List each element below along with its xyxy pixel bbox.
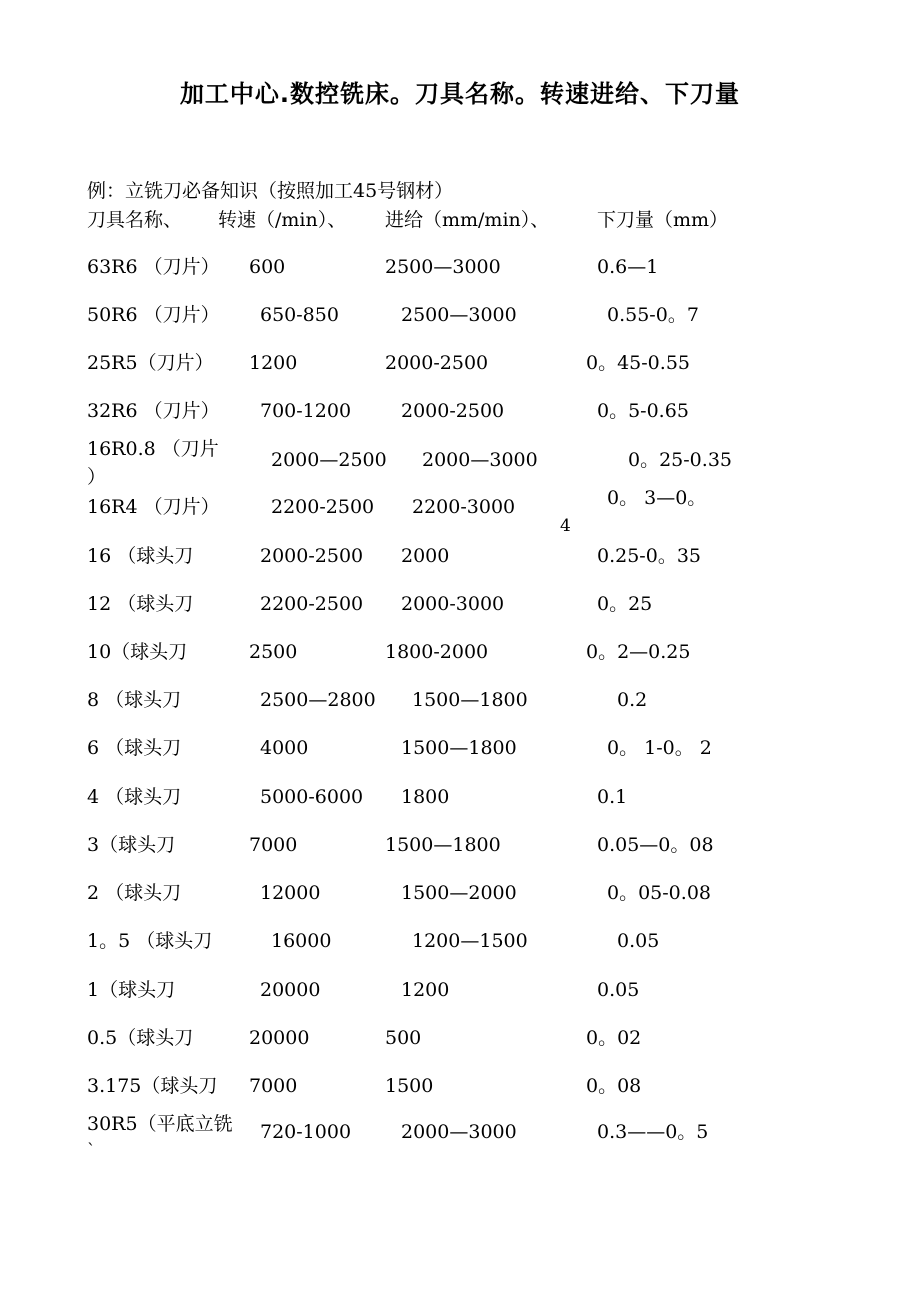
row-9-depth: 0.2 xyxy=(617,689,648,711)
row-3-speed: 700-1200 xyxy=(260,400,352,422)
row-1-name: 50R6 （刀片） xyxy=(87,304,220,326)
row-18-name-cont: ` xyxy=(87,1141,96,1161)
row-8-speed: 2500 xyxy=(249,641,298,663)
row-17-name: 3.175（球头刀 xyxy=(87,1075,218,1097)
row-1-depth: 0.55-0。7 xyxy=(607,304,699,326)
row-8-depth: 0。2—0.25 xyxy=(586,641,691,663)
row-0-name: 63R6 （刀片） xyxy=(87,256,220,278)
row-16-name: 0.5（球头刀 xyxy=(87,1027,194,1049)
intro-text: 例：立铣刀必备知识（按照加工45号钢材） xyxy=(87,180,454,202)
row-16-feed: 500 xyxy=(385,1027,422,1049)
row-18-feed: 2000—3000 xyxy=(401,1121,517,1143)
header-speed: 转速（/min）、 xyxy=(218,209,347,231)
row-11-name: 4 （球头刀 xyxy=(87,786,182,808)
row-15-depth: 0.05 xyxy=(597,979,640,1001)
row-13-depth: 0。05-0.08 xyxy=(607,882,711,904)
row-11-feed: 1800 xyxy=(401,786,450,808)
row-7-name: 12 （球头刀 xyxy=(87,593,194,615)
row-17-depth: 0。08 xyxy=(586,1075,642,1097)
row-5-speed: 2200-2500 xyxy=(271,496,375,518)
row-4-depth: 0。25-0.35 xyxy=(628,449,732,471)
row-15-feed: 1200 xyxy=(401,979,450,1001)
row-10-depth: 0。 1-0。 2 xyxy=(607,737,712,759)
row-10-feed: 1500—1800 xyxy=(401,737,517,759)
row-4-name: 16R0.8 （刀片 xyxy=(87,438,219,460)
row-14-feed: 1200—1500 xyxy=(412,930,528,952)
row-13-speed: 12000 xyxy=(260,882,321,904)
row-7-feed: 2000-3000 xyxy=(401,593,505,615)
row-12-depth: 0.05—0。08 xyxy=(597,834,714,856)
row-8-name: 10（球头刀 xyxy=(87,641,188,663)
row-2-name: 25R5（刀片） xyxy=(87,352,214,374)
row-12-feed: 1500—1800 xyxy=(385,834,501,856)
row-17-feed: 1500 xyxy=(385,1075,434,1097)
row-14-depth: 0.05 xyxy=(617,930,660,952)
row-2-depth: 0。45-0.55 xyxy=(586,352,690,374)
row-9-feed: 1500—1800 xyxy=(412,689,528,711)
row-18-depth: 0.3——0。5 xyxy=(597,1121,709,1143)
row-10-speed: 4000 xyxy=(260,737,309,759)
row-1-feed: 2500—3000 xyxy=(401,304,517,326)
row-4-feed: 2000—3000 xyxy=(422,449,538,471)
row-11-speed: 5000-6000 xyxy=(260,786,364,808)
row-6-feed: 2000 xyxy=(401,545,450,567)
row-2-speed: 1200 xyxy=(249,352,298,374)
row-5-depth-cont: 4 xyxy=(560,516,571,536)
header-name: 刀具名称、 xyxy=(87,209,183,231)
row-7-depth: 0。25 xyxy=(597,593,653,615)
row-18-speed: 720-1000 xyxy=(260,1121,352,1143)
row-8-feed: 1800-2000 xyxy=(385,641,489,663)
row-2-feed: 2000-2500 xyxy=(385,352,489,374)
page-title: 加工中心.数控铣床。刀具名称。转速进给、下刀量 xyxy=(179,80,741,108)
row-16-depth: 0。02 xyxy=(586,1027,642,1049)
row-3-name: 32R6 （刀片） xyxy=(87,400,220,422)
row-18-name: 30R5（平底立铣 xyxy=(87,1113,233,1135)
row-5-name: 16R4 （刀片） xyxy=(87,496,220,518)
row-15-speed: 20000 xyxy=(260,979,321,1001)
row-0-speed: 600 xyxy=(249,256,286,278)
row-16-speed: 20000 xyxy=(249,1027,310,1049)
row-5-feed: 2200-3000 xyxy=(412,496,516,518)
row-7-speed: 2200-2500 xyxy=(260,593,364,615)
row-12-speed: 7000 xyxy=(249,834,298,856)
row-14-name: 1。5 （球头刀 xyxy=(87,930,213,952)
row-0-feed: 2500—3000 xyxy=(385,256,501,278)
row-14-speed: 16000 xyxy=(271,930,332,952)
row-13-feed: 1500—2000 xyxy=(401,882,517,904)
row-9-speed: 2500—2800 xyxy=(260,689,376,711)
row-5-depth: 0。 3—0。 xyxy=(607,487,707,509)
row-17-speed: 7000 xyxy=(249,1075,298,1097)
row-12-name: 3（球头刀 xyxy=(87,834,176,856)
row-9-name: 8 （球头刀 xyxy=(87,689,182,711)
header-feed: 进给（mm/min）、 xyxy=(385,209,550,231)
header-depth: 下刀量（mm） xyxy=(597,209,729,231)
row-1-speed: 650-850 xyxy=(260,304,339,326)
row-0-depth: 0.6—1 xyxy=(597,256,659,278)
row-10-name: 6 （球头刀 xyxy=(87,737,182,759)
row-15-name: 1（球头刀 xyxy=(87,979,176,1001)
row-4-speed: 2000—2500 xyxy=(271,449,387,471)
row-4-name-cont: ） xyxy=(87,466,107,488)
row-6-name: 16 （球头刀 xyxy=(87,545,194,567)
row-13-name: 2 （球头刀 xyxy=(87,882,182,904)
row-3-feed: 2000-2500 xyxy=(401,400,505,422)
row-11-depth: 0.1 xyxy=(597,786,628,808)
row-3-depth: 0。5-0.65 xyxy=(597,400,689,422)
row-6-depth: 0.25-0。35 xyxy=(597,545,701,567)
row-6-speed: 2000-2500 xyxy=(260,545,364,567)
